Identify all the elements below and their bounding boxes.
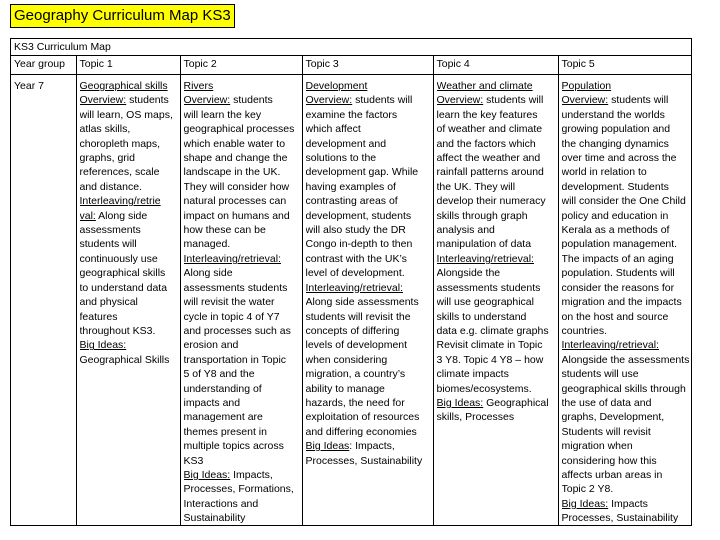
cell-text-line: impacts and bbox=[183, 396, 241, 409]
cell-text-line: Interactions and bbox=[183, 497, 259, 510]
cell-text-line: Interleaving/retrieval: bbox=[436, 252, 534, 265]
cell-text-line: Sustainability bbox=[183, 512, 246, 525]
cell-text-line: understanding of bbox=[183, 382, 262, 395]
topic-2-cell bbox=[180, 75, 302, 527]
cell-text-line: assessments bbox=[79, 224, 141, 237]
cell-text-line: themes present in bbox=[183, 425, 267, 438]
cell-text-line: contrasting areas of bbox=[305, 195, 398, 208]
cell-text-line: skills, Processes bbox=[436, 411, 515, 424]
cell-text-line: throughout KS3. bbox=[79, 324, 156, 337]
cell-text-line: Processes, Sustainability bbox=[305, 454, 423, 467]
cell-text-line: students will bbox=[79, 238, 137, 251]
topic-2-content bbox=[184, 75, 299, 526]
cell-text-line: develop their numeracy bbox=[436, 195, 546, 208]
cell-text-line: and the factors which bbox=[436, 137, 536, 150]
column-header-year-group: Year group bbox=[11, 56, 76, 75]
cell-text-line: transportation in Topic bbox=[183, 353, 287, 366]
topic-1-cell bbox=[76, 75, 180, 527]
cell-text-line: 5 of Y8 and the bbox=[183, 368, 255, 381]
cell-text-line: Overview: students bbox=[183, 94, 273, 107]
cell-text-line: impact on humans and bbox=[183, 209, 290, 222]
cell-text-line: climate impacts bbox=[436, 368, 509, 381]
cell-text-line: 3 Y8. Topic 4 Y8 – how bbox=[436, 353, 544, 366]
cell-text-line: natural processes can bbox=[183, 195, 287, 208]
cell-text-line: and processes such as bbox=[183, 324, 291, 337]
table-row bbox=[11, 75, 692, 527]
cell-text-line: understand the worlds bbox=[561, 108, 665, 121]
cell-text-line: multiple topics across bbox=[183, 440, 284, 453]
cell-text-line: will learn the key bbox=[183, 108, 262, 121]
cell-text-line: val: Along side bbox=[79, 209, 148, 222]
cell-text-line: graphs, Development, bbox=[561, 411, 665, 424]
cell-text-line: will use geographical bbox=[436, 296, 534, 309]
cell-text-line: development and bbox=[305, 137, 387, 150]
cell-text-line: Processes, Formations, bbox=[183, 483, 294, 496]
cell-text-line: Big Ideas: Impacts, bbox=[305, 440, 395, 453]
cell-text-line: skills through graph bbox=[436, 209, 528, 222]
cell-text-line: assessments students bbox=[436, 281, 541, 294]
cell-text-line: will learn, OS maps, bbox=[79, 108, 173, 121]
column-header-topic-1: Topic 1 bbox=[76, 56, 180, 75]
column-header-topic-4: Topic 4 bbox=[433, 56, 558, 75]
cell-text-line: Rivers bbox=[183, 80, 214, 92]
curriculum-table bbox=[11, 56, 692, 526]
cell-text-line: which enable water to bbox=[183, 137, 286, 150]
cell-text-line: students will revisit the bbox=[305, 310, 411, 323]
cell-text-line: on the host and source bbox=[561, 310, 669, 323]
cell-text-line: policy and education in bbox=[561, 209, 669, 222]
cell-text-line: development gap. While bbox=[305, 166, 419, 179]
cell-text-line: Big Ideas: Geographical bbox=[436, 396, 549, 409]
cell-text-line: cycle in topic 4 of Y7 bbox=[183, 310, 280, 323]
cell-text-line: the use of data and bbox=[561, 396, 652, 409]
year-label: Year 7 bbox=[14, 80, 44, 92]
column-header-topic-2: Topic 2 bbox=[180, 56, 302, 75]
cell-text-line: erosion and bbox=[183, 339, 239, 352]
cell-text-line: Overview: students will bbox=[561, 94, 669, 107]
cell-text-line: migration and the impacts bbox=[561, 296, 682, 309]
cell-text-line: KS3 bbox=[183, 454, 204, 467]
cell-text-line: Students will revisit bbox=[561, 425, 651, 438]
cell-text-line: population. Students will bbox=[561, 267, 675, 280]
cell-text-line: the changing dynamics bbox=[561, 137, 669, 150]
page-title: Geography Curriculum Map KS3 bbox=[10, 4, 235, 28]
cell-text-line: learn the key features bbox=[436, 108, 538, 121]
cell-text-line: world in relation to bbox=[561, 166, 647, 179]
cell-text-line: the UK. They will bbox=[436, 180, 516, 193]
cell-text-line: development. Students bbox=[561, 180, 669, 193]
cell-text-line: Overview: students will bbox=[305, 94, 413, 107]
cell-text-line: exploitation of resources bbox=[305, 411, 420, 424]
cell-text-line: will consider the One Child bbox=[561, 195, 686, 208]
cell-text-line: shape and change the bbox=[183, 152, 288, 165]
cell-text-line: considering how this bbox=[561, 454, 657, 467]
cell-text-line: hazards, the need for bbox=[305, 396, 405, 409]
column-header-topic-3: Topic 3 bbox=[302, 56, 433, 75]
cell-text-line: migration when bbox=[561, 440, 633, 453]
cell-text-line: features bbox=[79, 310, 118, 323]
cell-text-line: will revisit the water bbox=[183, 296, 275, 309]
cell-text-line: Geographical skills bbox=[79, 80, 168, 92]
cell-text-line: continuously use bbox=[79, 252, 158, 265]
cell-text-line: Development bbox=[305, 80, 368, 92]
cell-text-line: consider the reasons for bbox=[561, 281, 675, 294]
cell-text-line: and distance. bbox=[79, 180, 142, 193]
cell-text-line: Weather and climate bbox=[436, 80, 533, 92]
cell-text-line: migration, a country’s bbox=[305, 368, 406, 381]
topic-1-content bbox=[80, 75, 177, 367]
cell-text-line: solutions to the bbox=[305, 152, 377, 165]
cell-text-line: analysis and bbox=[436, 224, 495, 237]
document-heading: KS3 Curriculum Map bbox=[11, 39, 691, 56]
year-cell bbox=[11, 75, 76, 527]
cell-text-line: The impacts of an aging bbox=[561, 252, 674, 265]
cell-text-line: when considering bbox=[305, 353, 388, 366]
cell-text-line: geographical skills through bbox=[561, 382, 686, 395]
cell-text-line: Population bbox=[561, 80, 612, 92]
cell-text-line: references, scale bbox=[79, 166, 160, 179]
cell-text-line: Big Ideas: Impacts bbox=[561, 497, 648, 510]
cell-text-line: contrast with the UK’s bbox=[305, 252, 407, 265]
cell-text-line: Alongside the assessments bbox=[561, 353, 690, 366]
cell-text-line: skills to understand bbox=[436, 310, 527, 323]
cell-text-line: population management. bbox=[561, 238, 678, 251]
cell-text-line: growing population and bbox=[561, 123, 671, 136]
cell-text-line: affects urban areas in bbox=[561, 468, 663, 481]
cell-text-line: management are bbox=[183, 411, 263, 424]
cell-text-line: of weather and climate bbox=[436, 123, 543, 136]
cell-text-line: how these can be bbox=[183, 224, 266, 237]
cell-text-line: development, students bbox=[305, 209, 412, 222]
cell-text-line: Overview: students will bbox=[436, 94, 544, 107]
cell-text-line: landscape in the UK. bbox=[183, 166, 281, 179]
cell-text-line: Big Ideas: bbox=[79, 339, 127, 352]
table-header-row bbox=[11, 56, 692, 75]
cell-text-line: managed. bbox=[183, 238, 231, 251]
topic-4-cell bbox=[433, 75, 558, 527]
cell-text-line: manipulation of data bbox=[436, 238, 532, 251]
cell-text-line: atlas skills, bbox=[79, 123, 131, 136]
cell-text-line: Along side bbox=[183, 267, 233, 280]
cell-text-line: geographical skills bbox=[79, 267, 166, 280]
cell-text-line: biomes/ecosystems. bbox=[436, 382, 532, 395]
cell-text-line: affect the weather and bbox=[436, 152, 541, 165]
cell-text-line: graphs, grid bbox=[79, 152, 135, 165]
curriculum-table-container bbox=[10, 38, 692, 526]
topic-5-content bbox=[562, 75, 691, 526]
cell-text-line: Overview: students bbox=[79, 94, 169, 107]
cell-text-line: which affect bbox=[305, 123, 361, 136]
cell-text-line: Along side assessments bbox=[305, 296, 419, 309]
topic-3-cell bbox=[302, 75, 433, 527]
cell-text-line: countries. bbox=[561, 324, 608, 337]
cell-text-line: levels of development bbox=[305, 339, 408, 352]
cell-text-line: Interleaving/retrieval: bbox=[305, 281, 403, 294]
cell-text-line: Kerala as a methods of bbox=[561, 224, 670, 237]
cell-text-line: data e.g. climate graphs bbox=[436, 324, 549, 337]
cell-text-line: Big Ideas: Impacts, bbox=[183, 468, 273, 481]
cell-text-line: level of development. bbox=[305, 267, 405, 280]
column-header-topic-5: Topic 5 bbox=[558, 56, 692, 75]
cell-text-line: Alongside the bbox=[436, 267, 501, 280]
cell-text-line: examine the factors bbox=[305, 108, 398, 121]
topic-5-cell bbox=[558, 75, 692, 527]
cell-text-line: concepts of differing bbox=[305, 324, 400, 337]
cell-text-line: Interleaving/retrieval: bbox=[183, 252, 281, 265]
cell-text-line: Processes, Sustainability bbox=[561, 512, 679, 525]
cell-text-line: students will use bbox=[561, 368, 639, 381]
cell-text-line: assessments students bbox=[183, 281, 288, 294]
cell-text-line: Interleaving/retrieval: bbox=[561, 339, 659, 352]
cell-text-line: having examples of bbox=[305, 180, 396, 193]
cell-text-line: choropleth maps, bbox=[79, 137, 161, 150]
cell-text-line: ability to manage bbox=[305, 382, 385, 395]
cell-text-line: to understand data bbox=[79, 281, 168, 294]
cell-text-line: and physical bbox=[79, 296, 138, 309]
cell-text-line: Topic 2 Y8. bbox=[561, 483, 614, 496]
cell-text-line: rainfall patterns around bbox=[436, 166, 544, 179]
topic-3-content bbox=[306, 75, 430, 468]
cell-text-line: They will consider how bbox=[183, 180, 290, 193]
cell-text-line: over time and across the bbox=[561, 152, 677, 165]
cell-text-line: Congo in-depth to then bbox=[305, 238, 413, 251]
cell-text-line: Interleaving/retrie bbox=[79, 195, 161, 208]
cell-text-line: and differing economies bbox=[305, 425, 417, 438]
cell-text-line: geographical processes bbox=[183, 123, 295, 136]
cell-text-line: Geographical Skills bbox=[79, 353, 170, 366]
topic-4-content bbox=[437, 75, 555, 425]
cell-text-line: Revisit climate in Topic bbox=[436, 339, 543, 352]
cell-text-line: will also study the DR bbox=[305, 224, 406, 237]
